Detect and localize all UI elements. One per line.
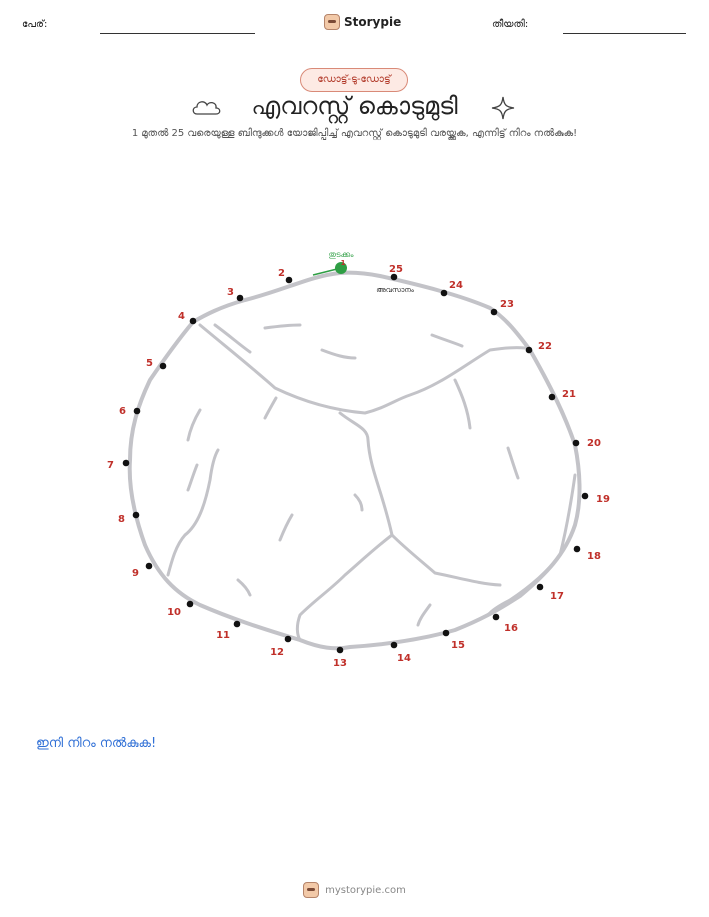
footer-mascot-icon [303,882,319,898]
dot-number-13: 13 [333,658,347,669]
dot-number-9: 9 [132,568,139,579]
color-it-prompt: ഇനി നിറം നൽകുക! [36,736,157,751]
dot-9[interactable] [146,563,153,570]
footer [0,882,709,898]
dot-24[interactable] [441,290,448,297]
activity-badge: ഡോട്ട്-ടു-ഡോട്ട് [300,68,408,92]
dot-number-6: 6 [119,406,126,417]
dot-number-3: 3 [227,287,234,298]
dot-number-18: 18 [587,551,601,562]
dot-8[interactable] [133,512,140,519]
dot-18[interactable] [574,546,581,553]
dot-number-4: 4 [178,311,185,322]
dot-10[interactable] [187,601,194,608]
dot-number-17: 17 [550,591,564,602]
dot-6[interactable] [134,408,141,415]
dot-number-19: 19 [596,494,610,505]
dot-number-22: 22 [538,341,552,352]
dot-number-10: 10 [167,607,181,618]
instructions: 1 മുതൽ 25 വരെയുള്ള ബിന്ദുക്കൾ യോജിപ്പിച്ച് എവറസ്റ്റ് കൊടുമുടി വരയ്ക്കുക, എന്നിട്ട് നിറം നൽകുക! [131,128,578,139]
name-label: പേര്: [22,19,48,30]
dot-7[interactable] [123,460,130,467]
brand-name: Storypie [344,15,402,29]
dot-number-7: 7 [107,460,114,471]
dot-16[interactable] [493,614,500,621]
dot-14[interactable] [391,642,398,649]
page-title: എവറസ്റ്റ് കൊടുമുടി [251,92,458,120]
dot-3[interactable] [237,295,244,302]
rock-ridges [168,325,575,640]
dot-19[interactable] [582,493,589,500]
dot-5[interactable] [160,363,167,370]
dot-number-25: 25 [389,264,403,275]
dot-17[interactable] [537,584,544,591]
date-label: തീയതി: [492,19,529,30]
dot-number-24: 24 [449,280,463,291]
dot-number-11: 11 [216,630,230,641]
dot-23[interactable] [491,309,498,316]
dot-22[interactable] [526,347,533,354]
dot-15[interactable] [443,630,450,637]
footer-url: mystorypie.com [325,884,406,896]
dot-21[interactable] [549,394,556,401]
dot-number-20: 20 [587,438,601,449]
dot-2[interactable] [286,277,293,284]
dot-12[interactable] [285,636,292,643]
dot-13[interactable] [337,647,344,654]
dot-number-1-marker: 1 [340,259,346,267]
dot-number-14: 14 [397,653,411,664]
dot-number-5: 5 [146,358,153,369]
dot-number-2: 2 [278,268,285,279]
dot-20[interactable] [573,440,580,447]
start-label: തുടക്കം [328,250,354,259]
dot-number-16: 16 [504,623,518,634]
dot-11[interactable] [234,621,241,628]
dot-number-15: 15 [451,640,465,651]
end-label: അവസാനം [376,286,414,294]
dots-layer [107,259,610,669]
dot-number-12: 12 [270,647,284,658]
dot-4[interactable] [190,318,197,325]
dot-number-23: 23 [500,299,514,310]
dot-number-21: 21 [562,389,576,400]
dot-number-8: 8 [118,514,125,525]
